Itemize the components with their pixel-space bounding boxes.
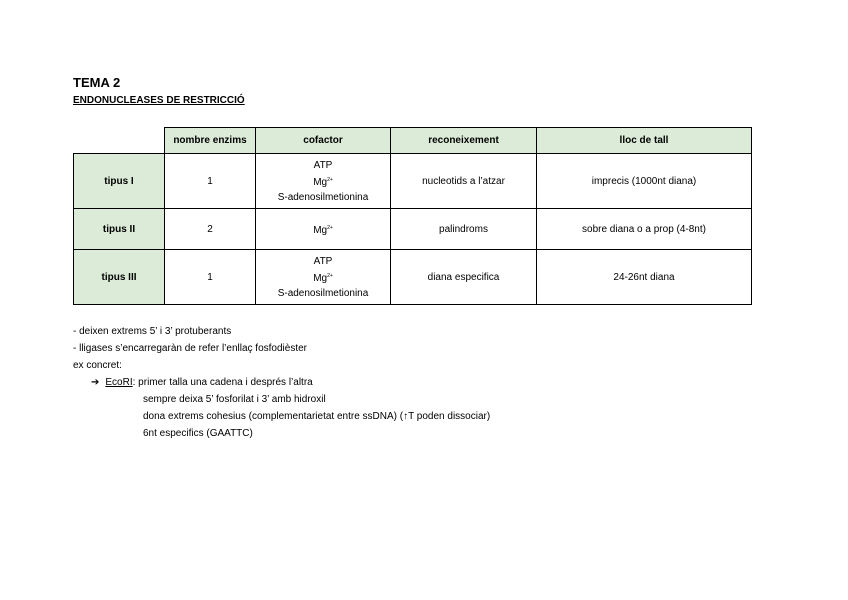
header-nombre-enzims: nombre enzims bbox=[165, 128, 256, 154]
header-cofactor: cofactor bbox=[256, 128, 391, 154]
cell-cofactor bbox=[256, 154, 391, 209]
cell-count: 2 bbox=[165, 209, 256, 250]
cell-cofactor bbox=[256, 250, 391, 305]
section-subtitle: ENDONUCLEASES DE RESTRICCIÓ bbox=[73, 95, 245, 106]
cofactor-mg: $Mg^{2+}$ bbox=[313, 272, 333, 284]
cell-cut-site: sobre diana o a prop (4-8nt) bbox=[537, 209, 752, 250]
cofactor-atp: ATP bbox=[313, 159, 333, 171]
table-row bbox=[74, 209, 752, 250]
cell-count: 1 bbox=[165, 154, 256, 209]
table-row bbox=[74, 154, 752, 209]
ecori-line bbox=[73, 374, 490, 391]
header-reconeixement: reconeixement bbox=[391, 128, 537, 154]
note-subline: dona extrems cohesius (complementarietat entre ssDNA) (↑T poden dissociar) bbox=[143, 411, 491, 422]
cofactor-sam: S-adenosilmetionina bbox=[277, 287, 369, 299]
notes-section bbox=[73, 323, 490, 442]
cell-recognition: palindroms bbox=[391, 209, 537, 250]
cofactor-sam: S-adenosilmetionina bbox=[277, 191, 369, 203]
note-line: ex concret: bbox=[73, 360, 122, 371]
row-label: tipus III bbox=[74, 250, 165, 305]
cell-cut-site: 24-26nt diana bbox=[537, 250, 752, 305]
cell-recognition: diana especifica bbox=[391, 250, 537, 305]
note-subline: sempre deixa 5’ fosforilat i 3’ amb hidroxil bbox=[143, 394, 326, 405]
ecori-text: : primer talla una cadena i després l’altra bbox=[132, 377, 313, 388]
arrow-right-icon: ➔ bbox=[91, 377, 100, 388]
row-label: tipus II bbox=[74, 209, 165, 250]
table-corner bbox=[74, 128, 165, 154]
row-label: tipus I bbox=[74, 154, 165, 209]
note-subline: 6nt especifics (GAATTC) bbox=[143, 428, 253, 439]
cell-count: 1 bbox=[165, 250, 256, 305]
cell-cofactor bbox=[256, 209, 391, 250]
note-line: - deixen extrems 5’ i 3’ protuberants bbox=[73, 326, 232, 337]
ecori-label: EcoRI bbox=[105, 377, 133, 388]
cofactor-mg: $Mg^{2+}$ bbox=[313, 224, 333, 236]
cell-recognition: nucleotids a l’atzar bbox=[391, 154, 537, 209]
table-row bbox=[74, 250, 752, 305]
enzyme-table bbox=[73, 127, 752, 305]
header-lloc-de-tall: lloc de tall bbox=[537, 128, 752, 154]
note-line: - lligases s’encarregaràn de refer l’enllaç fosfodièster bbox=[73, 343, 308, 354]
cell-cut-site: imprecis (1000nt diana) bbox=[537, 154, 752, 209]
cofactor-mg: $Mg^{2+}$ bbox=[313, 176, 333, 188]
cofactor-atp: ATP bbox=[313, 255, 333, 267]
page-title: TEMA 2 bbox=[73, 75, 121, 90]
